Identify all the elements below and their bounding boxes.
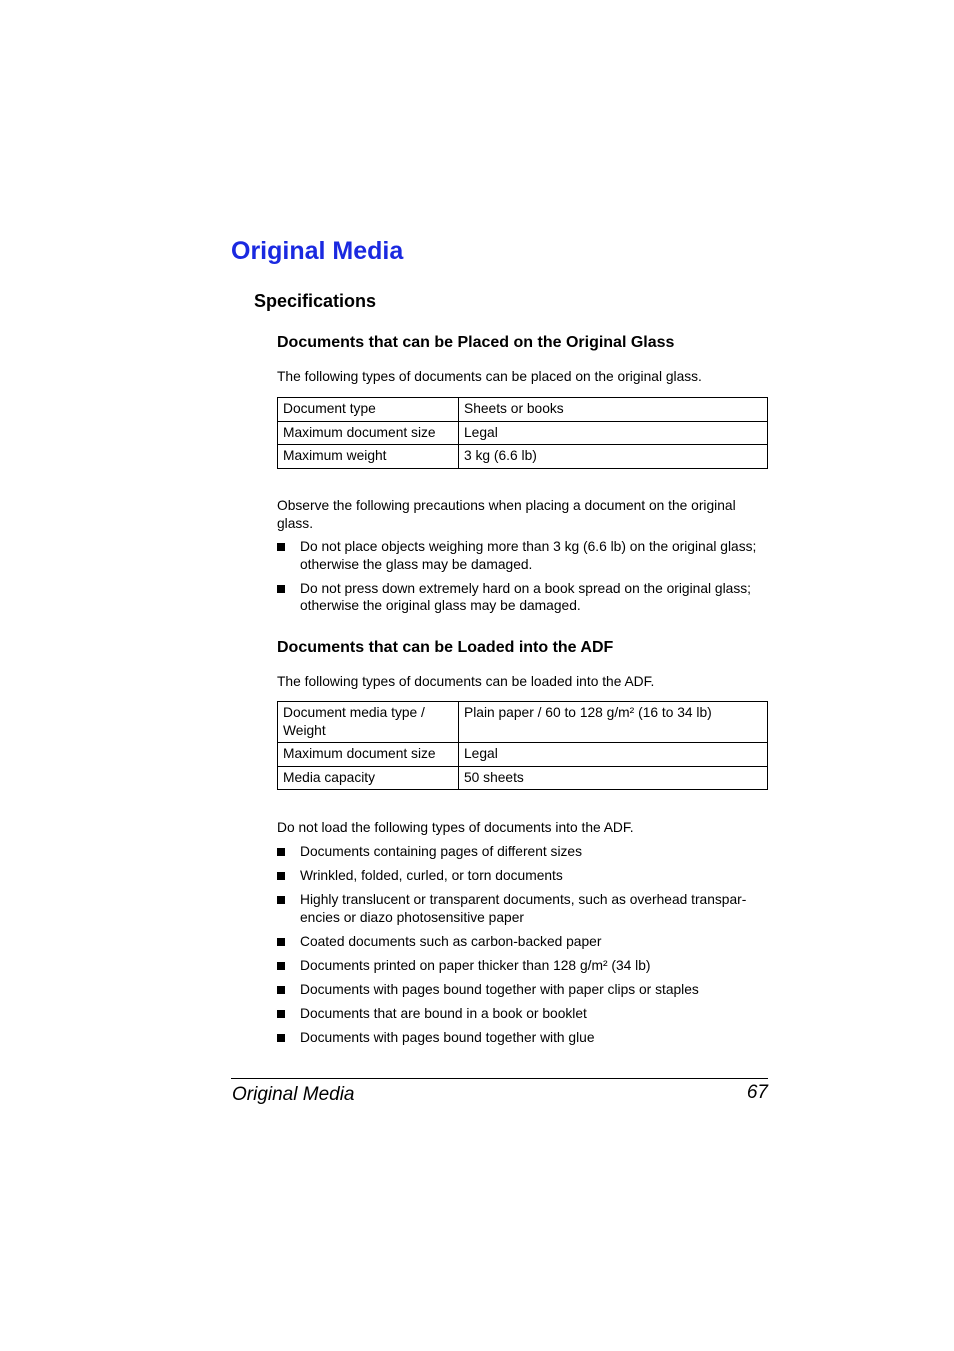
glass-heading: Documents that can be Placed on the Original Glass [277, 334, 675, 351]
page-title: Original Media [231, 237, 404, 265]
list-item-text: Do not press down extremely hard on a book spread on the original glass; otherwise the original glass may be damaged. [300, 580, 751, 613]
precaution-list [277, 538, 767, 621]
square-bullet-icon [277, 896, 285, 904]
square-bullet-icon [277, 848, 285, 856]
square-bullet-icon [277, 543, 285, 551]
table-cell: Maximum document size [278, 743, 459, 767]
adf-spec-table [277, 701, 768, 790]
list-item [277, 957, 767, 975]
square-bullet-icon [277, 938, 285, 946]
table-cell: 50 sheets [459, 766, 768, 790]
list-item [277, 1005, 767, 1023]
list-item [277, 538, 767, 573]
list-item-text: Wrinkled, folded, curled, or torn documents [300, 868, 563, 883]
table-cell: Sheets or books [459, 398, 768, 422]
adf-heading: Documents that can be Loaded into the ADF [277, 639, 614, 656]
square-bullet-icon [277, 1010, 285, 1018]
square-bullet-icon [277, 872, 285, 880]
list-item-text: Coated documents such as carbon-backed paper [300, 933, 602, 949]
table-row [278, 743, 768, 767]
table-cell: Document type [278, 398, 459, 422]
table-row [278, 702, 768, 743]
adf-intro: The following types of documents can be loaded into the ADF. [277, 674, 655, 689]
table-cell: Legal [459, 421, 768, 445]
table-row [278, 398, 768, 422]
list-item-text: Documents containing pages of different sizes [300, 844, 582, 859]
table-cell: 3 kg (6.6 lb) [459, 445, 768, 469]
table-cell: Maximum document size [278, 421, 459, 445]
table-cell: Document media type / Weight [278, 702, 459, 743]
table-row [278, 445, 768, 469]
square-bullet-icon [277, 986, 285, 994]
table-cell: Maximum weight [278, 445, 459, 469]
glass-spec-table [277, 397, 768, 469]
restriction-intro: Do not load the following types of documents into the ADF. [277, 820, 634, 835]
list-item [277, 981, 767, 999]
list-item-text: Documents with pages bound together with glue [300, 1029, 595, 1045]
list-item-text: Documents that are bound in a book or booklet [300, 1005, 587, 1021]
list-item [277, 1029, 767, 1047]
list-item [277, 867, 767, 885]
table-cell: Plain paper / 60 to 128 g/m² (16 to 34 lb) [459, 702, 768, 743]
list-item [277, 891, 767, 926]
list-item-text: Highly translucent or transparent documents, such as overhead transpar-encies or diazo photosensitive paper [300, 892, 747, 925]
restriction-list [277, 843, 767, 1053]
glass-intro: The following types of documents can be placed on the original glass. [277, 369, 702, 384]
list-item [277, 843, 767, 861]
section-heading: Specifications [254, 291, 377, 311]
square-bullet-icon [277, 1034, 285, 1042]
footer-divider [231, 1078, 768, 1079]
table-row [278, 421, 768, 445]
list-item [277, 933, 767, 951]
table-cell: Media capacity [278, 766, 459, 790]
list-item [277, 580, 767, 615]
table-row [278, 766, 768, 790]
square-bullet-icon [277, 585, 285, 593]
list-item-text: Do not place objects weighing more than 3 kg (6.6 lb) on the original glass; otherwise the glass may be damaged. [300, 539, 757, 572]
square-bullet-icon [277, 962, 285, 970]
footer-title: Original Media [232, 1084, 355, 1105]
precaution-intro: Observe the following precautions when placing a document on the original glass. [277, 498, 736, 531]
list-item-text: Documents with pages bound together with paper clips or staples [300, 981, 699, 997]
page-number: 67 [746, 1082, 768, 1103]
table-cell: Legal [459, 743, 768, 767]
list-item-text: Documents printed on paper thicker than 128 g/m² (34 lb) [300, 957, 651, 973]
